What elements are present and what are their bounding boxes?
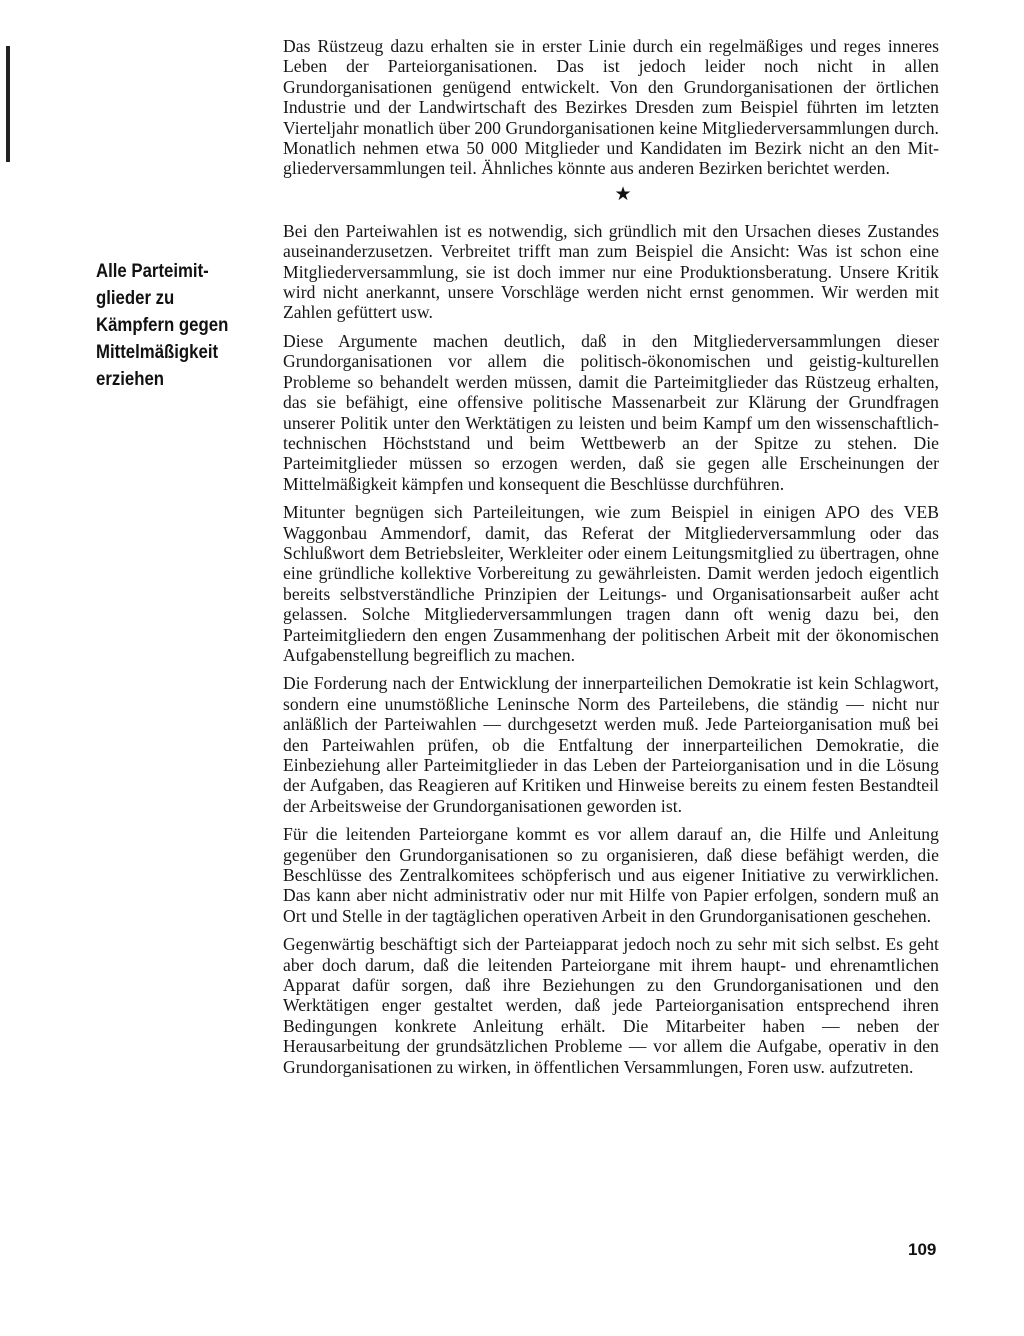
sidebar-heading-line: glieder zu: [96, 287, 175, 309]
star-separator: ★: [614, 183, 632, 205]
sidebar-heading-line: Alle Parteimit-: [96, 260, 209, 282]
paragraph: Bei den Parteiwahlen ist es notwendig, sich gründlich mit den Ursachen dieses Zustandes auseinanderzusetzen. Verbreitet trifft man zum Beispiel die Ansicht: Was ist schon eine Mitgliederversammlung, sie ist doch immer nur eine Produktionsberatung. Unsere Kritik wird nicht anerkannt, unsere Vorschläge werden nicht ernst genommen. Wir werden mit Zahlen gefüttert usw.: [283, 220, 939, 323]
paragraph: Diese Argumente machen deutlich, daß in den Mitgliederversammlungen dieser Grundorganisationen vor allem die politisch-ökonomischen und geistig-kulturellen Probleme so behandelt werden müssen, damit die Parteimitglieder das Rüstzeug erhalten, das sie befähigt, eine offensive politische Massenarbeit zur Klärung der Grundfragen unserer Politik unter den Werktätigen zu leisten und beim Kampf um den wissenschaftlich-technischen Höchststand und beim Wettbewerb an der Spitze zu stehen. Die Parteimitglieder müssen so erzogen werden, daß sie gegen alle Erscheinungen der Mittelmäßigkeit kämpfen und konsequent die Beschlüsse durchführen.: [283, 330, 939, 494]
paragraph: Die Forderung nach der Entwicklung der innerparteilichen Demokratie ist kein Schlagwort, sondern eine unumstößliche Leninsche Norm des Parteilebens, die ständig — nicht nur anläßlich der Parteiwahlen — durchgesetzt werden muß. Jede Parteiorganisation muß bei den Parteiwahlen prüfen, ob die Entfaltung der innerparteilichen Demokratie, die Einbeziehung aller Parteimitglieder in das Leben der Parteiorganisation und in die Lösung der Aufgaben, das Reagieren auf Kritiken und Hinweise bereits zu einem festen Bestandteil der Arbeitsweise der Grundorganisationen geworden ist.: [283, 673, 939, 816]
sidebar-heading-line: erziehen: [96, 368, 165, 390]
sidebar-heading-line: Kämpfern gegen: [96, 314, 229, 336]
paragraph: Das Rüstzeug dazu erhalten sie in erster Linie durch ein regelmäßiges und reges inneres Leben der Parteiorganisationen. Das ist jedoch leider noch nicht in allen Grundorganisationen genügend entwickelt. Von den Grundorganisationen der örtlichen Industrie und der Landwirtschaft des Bezirkes Dresden zum Beispiel führten im letzten Vierteljahr monatlich über 200 Grundorganisationen keine Mitgliederversammlungen durch. Monatlich nehmen etwa 50 000 Mitglieder und Kandidaten im Bezirk nicht an den Mitgliederversammlungen teil. Ähnliches könnte aus anderen Bezirken berichtet werden.: [283, 36, 939, 179]
paragraph: Mitunter begnügen sich Parteileitungen, wie zum Beispiel in einigen APO des VEB Waggonbau Ammendorf, damit, das Referat der Mitgliederversammlung oder das Schlußwort dem Betriebsleiter, Werkleiter oder einem Leitungsmitglied zu übertragen, ohne eine gründliche kollektive Vorbereitung zu gewährleisten. Damit werden jedoch eigentlich bereits selbstverständliche Prinzipien der Leitungs- und Organisationsarbeit außer acht gelassen. Solche Mitgliederversammlungen tragen dann oft wenig dazu bei, den Parteimitgliedern den engen Zusammenhang der politischen Arbeit mit der ökonomischen Aufgabenstellung begreiflich zu machen.: [283, 502, 939, 665]
sidebar-heading-line: Mittelmäßigkeit: [96, 341, 219, 363]
main-text-column: [283, 36, 939, 1085]
page-number: 109: [908, 1240, 937, 1259]
paragraph: Gegenwärtig beschäftigt sich der Parteiapparat jedoch noch zu sehr mit sich selbst. Es geht aber doch darum, daß die leitenden Parteiorgane mit ihrem haupt- und ehrenamtlichen Apparat dafür sorgen, daß ihre Beziehungen zu den Grundorganisationen und den Werktätigen enger gestaltet werden, daß jede Parteiorganisation entsprechend ihren Bedingungen konkrete Anleitung erhält. Die Mitarbeiter haben — neben der Herausarbeitung der grundsätzlichen Probleme — vor allem die Aufgabe, operativ in den Grundorganisationen zu wirken, in öffentlichen Versammlungen, Foren usw. aufzutreten.: [283, 934, 939, 1077]
sidebar-heading: [96, 258, 242, 393]
margin-bar: [6, 46, 10, 162]
paragraph: Für die leitenden Parteiorgane kommt es vor allem darauf an, die Hilfe und Anleitung gegenüber den Grundorganisationen so zu organisieren, daß diese befähigt werden, die Beschlüsse des Zentralkomitees schöpferisch und aus eigener Initiative zu verwirklichen. Das kann aber nicht administrativ oder nur mit Hilfe von Papier erfolgen, sondern muß an Ort und Stelle in der tagtäglichen operativen Arbeit in den Grundorganisationen geschehen.: [283, 824, 939, 926]
